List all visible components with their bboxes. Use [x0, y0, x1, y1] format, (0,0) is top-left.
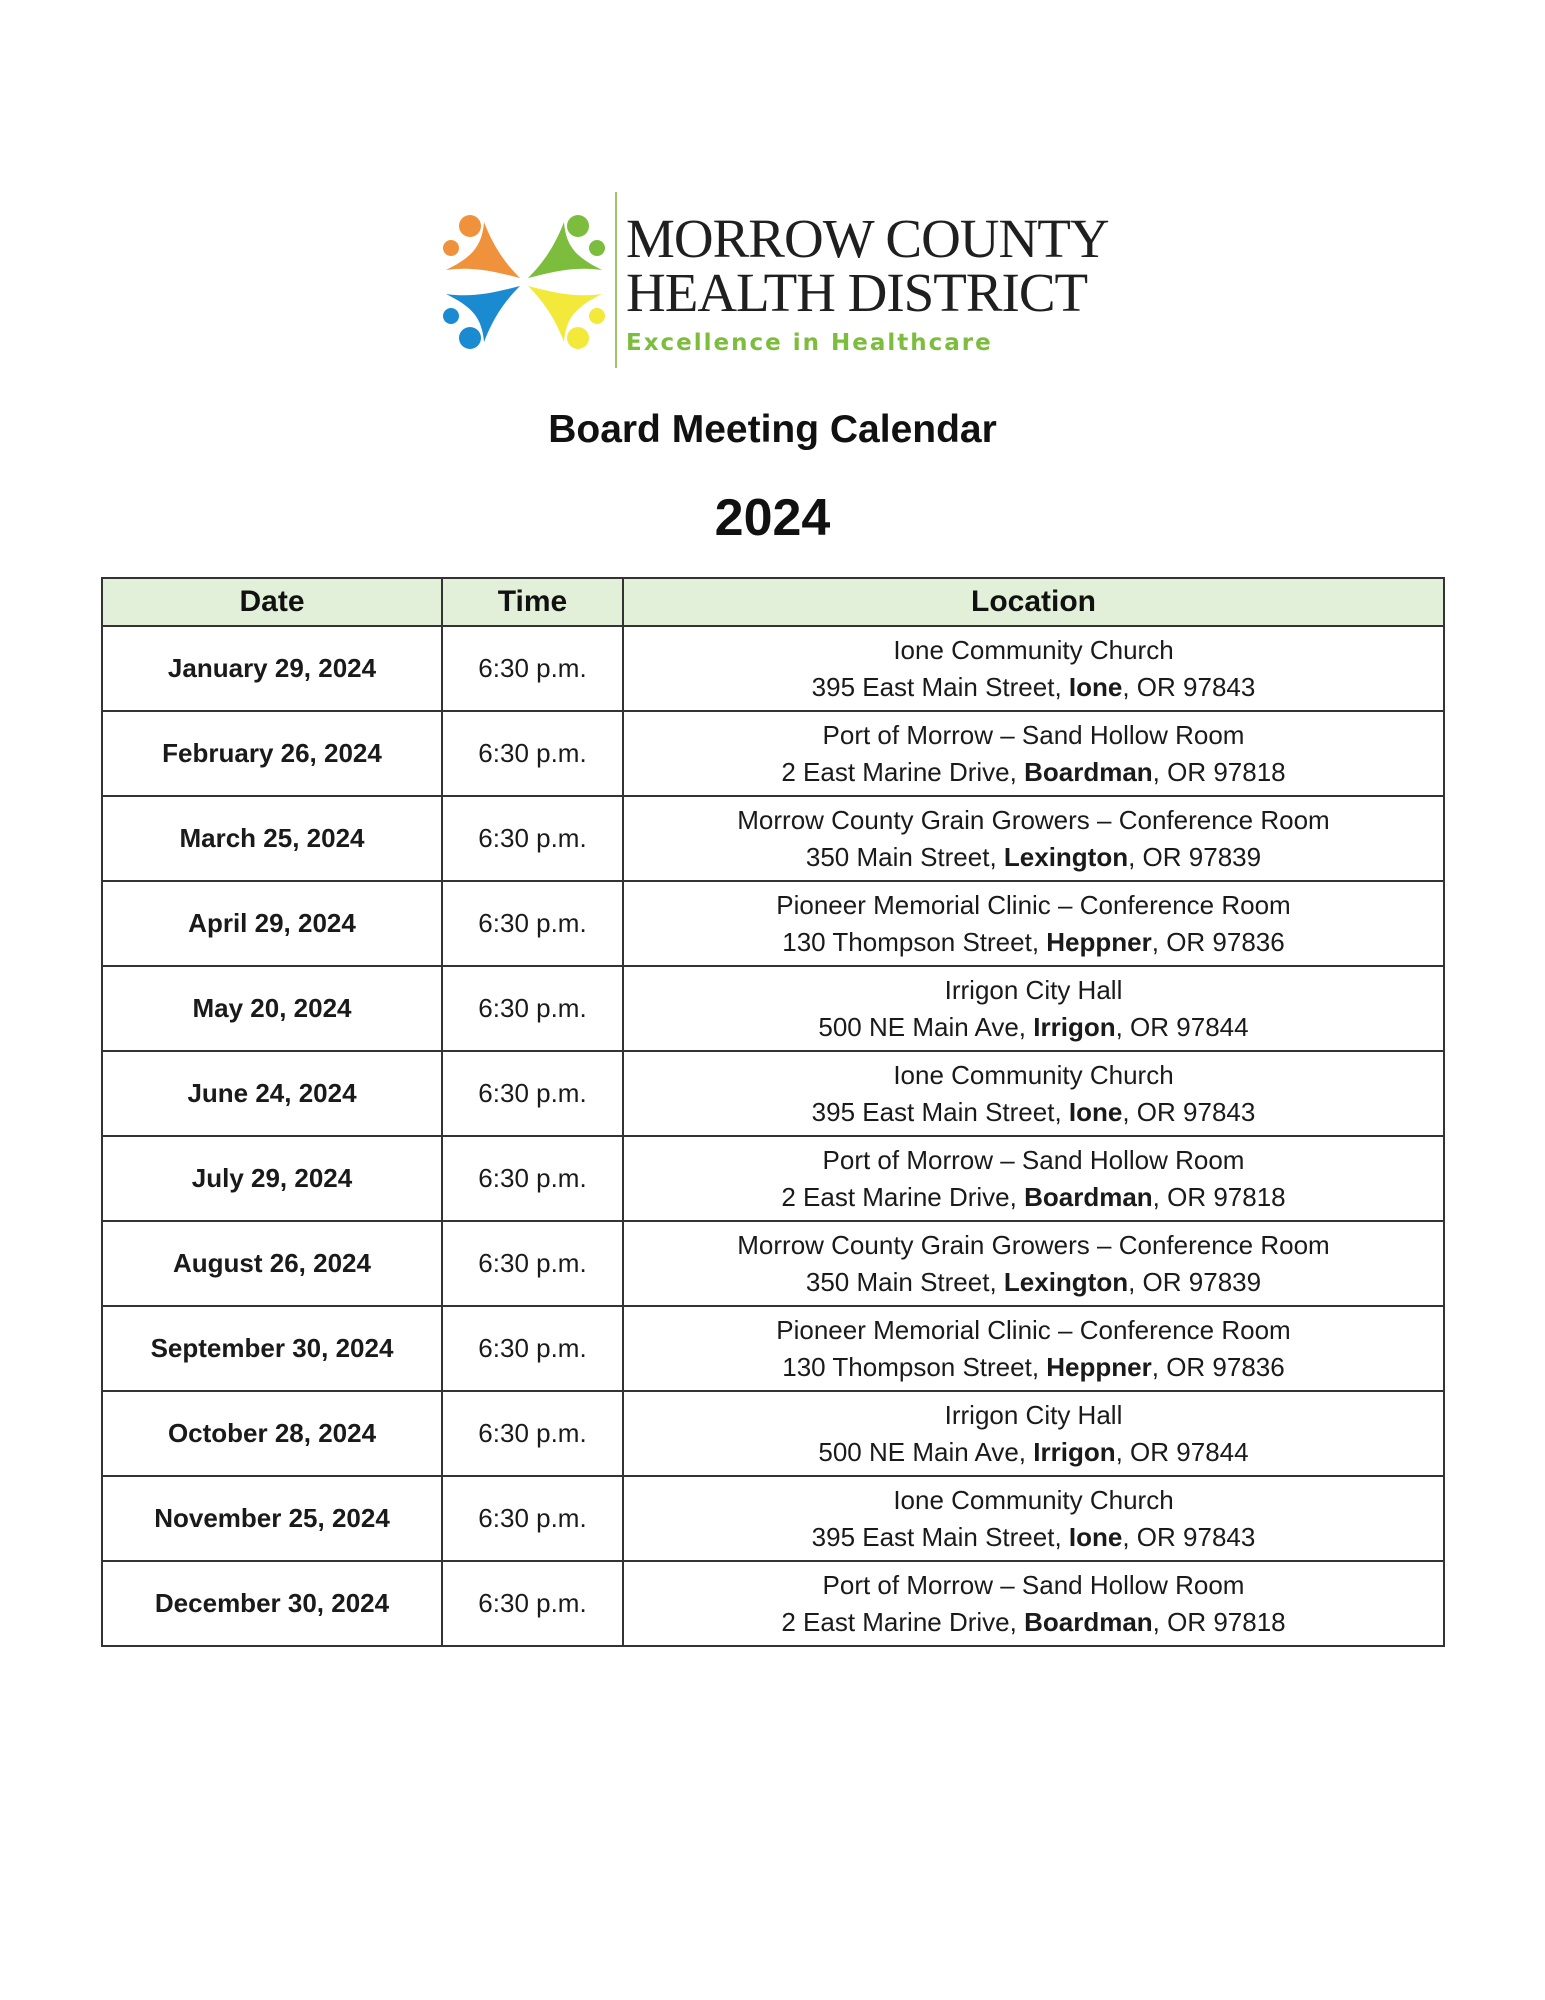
address-city: Lexington — [1003, 1266, 1129, 1297]
meeting-time: 6:30 p.m. — [442, 626, 623, 711]
meeting-date: July 29, 2024 — [102, 1136, 442, 1221]
logo-tagline: Excellence in Healthcare — [626, 330, 993, 356]
table-header-row — [102, 578, 1444, 626]
meeting-time: 6:30 p.m. — [442, 966, 623, 1051]
column-header-location: Location — [623, 578, 1444, 626]
meeting-time: 6:30 p.m. — [442, 1306, 623, 1391]
meeting-location — [623, 1221, 1444, 1306]
location-address — [624, 1519, 1443, 1556]
meeting-location — [623, 1391, 1444, 1476]
meeting-time: 6:30 p.m. — [442, 1136, 623, 1221]
meeting-date: December 30, 2024 — [102, 1561, 442, 1646]
address-street: 2 East Marine Drive, — [781, 1181, 1025, 1212]
table-row — [102, 1561, 1444, 1646]
table-row — [102, 711, 1444, 796]
meeting-time: 6:30 p.m. — [442, 881, 623, 966]
address-street: 350 Main Street, — [805, 1266, 1004, 1297]
address-state-zip: , OR 97839 — [1128, 841, 1262, 872]
page-year: 2024 — [714, 489, 831, 547]
meeting-location — [623, 1136, 1444, 1221]
address-state-zip: , OR 97843 — [1122, 1096, 1256, 1127]
address-state-zip: , OR 97843 — [1122, 1521, 1256, 1552]
meeting-schedule-table — [101, 577, 1445, 1647]
meeting-location — [623, 1051, 1444, 1136]
location-address — [624, 1094, 1443, 1131]
logo-divider — [615, 192, 617, 368]
table-row — [102, 1136, 1444, 1221]
address-state-zip: , OR 97839 — [1128, 1266, 1262, 1297]
meeting-location — [623, 711, 1444, 796]
address-city: Boardman — [1024, 756, 1153, 787]
address-city: Ione — [1068, 671, 1123, 702]
location-address — [624, 754, 1443, 791]
location-venue: Morrow County Grain Growers – Conference Room — [737, 1229, 1330, 1260]
location-address — [624, 1349, 1443, 1386]
meeting-location — [623, 1561, 1444, 1646]
location-address — [624, 924, 1443, 961]
address-street: 395 East Main Street, — [811, 1096, 1069, 1127]
meeting-time: 6:30 p.m. — [442, 1561, 623, 1646]
meeting-date: January 29, 2024 — [102, 626, 442, 711]
table-row — [102, 1051, 1444, 1136]
table-row — [102, 626, 1444, 711]
four-people-emblem-icon — [440, 198, 608, 366]
location-venue: Port of Morrow – Sand Hollow Room — [822, 719, 1245, 750]
table-row — [102, 1476, 1444, 1561]
address-state-zip: , OR 97836 — [1151, 1351, 1285, 1382]
meeting-date: November 25, 2024 — [102, 1476, 442, 1561]
location-address — [624, 1009, 1443, 1046]
column-header-time: Time — [442, 578, 623, 626]
location-address — [624, 1604, 1443, 1641]
meeting-date: October 28, 2024 — [102, 1391, 442, 1476]
address-city: Boardman — [1024, 1606, 1153, 1637]
location-venue: Port of Morrow – Sand Hollow Room — [822, 1144, 1245, 1175]
meeting-date: April 29, 2024 — [102, 881, 442, 966]
meeting-date: February 26, 2024 — [102, 711, 442, 796]
logo-line-2: HEALTH DISTRICT — [626, 262, 1088, 323]
location-venue: Ione Community Church — [893, 634, 1174, 665]
meeting-location — [623, 626, 1444, 711]
meeting-location — [623, 1476, 1444, 1561]
location-address — [624, 669, 1443, 706]
address-street: 130 Thompson Street, — [782, 1351, 1047, 1382]
meeting-time: 6:30 p.m. — [442, 1051, 623, 1136]
address-street: 500 NE Main Ave, — [818, 1011, 1034, 1042]
meeting-location — [623, 966, 1444, 1051]
column-header-date: Date — [102, 578, 442, 626]
address-city: Heppner — [1046, 926, 1152, 957]
location-venue: Irrigon City Hall — [944, 974, 1123, 1005]
location-address — [624, 1264, 1443, 1301]
location-venue: Ione Community Church — [893, 1059, 1174, 1090]
address-street: 500 NE Main Ave, — [818, 1436, 1034, 1467]
meeting-location — [623, 1306, 1444, 1391]
organization-logo — [440, 192, 1120, 370]
address-state-zip: , OR 97844 — [1115, 1011, 1249, 1042]
meeting-time: 6:30 p.m. — [442, 711, 623, 796]
meeting-date: June 24, 2024 — [102, 1051, 442, 1136]
location-address — [624, 839, 1443, 876]
address-city: Ione — [1068, 1521, 1123, 1552]
meeting-time: 6:30 p.m. — [442, 796, 623, 881]
address-city: Lexington — [1003, 841, 1129, 872]
address-state-zip: , OR 97818 — [1152, 756, 1286, 787]
address-city: Boardman — [1024, 1181, 1153, 1212]
page-title: Board Meeting Calendar — [548, 408, 997, 451]
location-venue: Ione Community Church — [893, 1484, 1174, 1515]
address-street: 130 Thompson Street, — [782, 926, 1047, 957]
address-street: 395 East Main Street, — [811, 1521, 1069, 1552]
meeting-location — [623, 796, 1444, 881]
table-row — [102, 1391, 1444, 1476]
table-row — [102, 966, 1444, 1051]
table-row — [102, 1221, 1444, 1306]
address-city: Irrigon — [1033, 1436, 1116, 1467]
meeting-date: August 26, 2024 — [102, 1221, 442, 1306]
logo-line-1: MORROW COUNTY — [626, 208, 1109, 269]
address-state-zip: , OR 97818 — [1152, 1181, 1286, 1212]
address-state-zip: , OR 97836 — [1151, 926, 1285, 957]
meeting-location — [623, 881, 1444, 966]
address-state-zip: , OR 97818 — [1152, 1606, 1286, 1637]
location-venue: Port of Morrow – Sand Hollow Room — [822, 1569, 1245, 1600]
address-city: Ione — [1068, 1096, 1123, 1127]
meeting-time: 6:30 p.m. — [442, 1221, 623, 1306]
location-venue: Morrow County Grain Growers – Conference Room — [737, 804, 1330, 835]
meeting-time: 6:30 p.m. — [442, 1476, 623, 1561]
location-venue: Pioneer Memorial Clinic – Conference Room — [776, 1314, 1291, 1345]
location-venue: Pioneer Memorial Clinic – Conference Room — [776, 889, 1291, 920]
address-street: 350 Main Street, — [805, 841, 1004, 872]
address-street: 2 East Marine Drive, — [781, 1606, 1025, 1637]
meeting-date: May 20, 2024 — [102, 966, 442, 1051]
logo-wordmark — [626, 208, 1109, 356]
meeting-time: 6:30 p.m. — [442, 1391, 623, 1476]
address-street: 395 East Main Street, — [811, 671, 1069, 702]
address-city: Irrigon — [1033, 1011, 1116, 1042]
table-row — [102, 1306, 1444, 1391]
address-state-zip: , OR 97844 — [1115, 1436, 1249, 1467]
table-row — [102, 881, 1444, 966]
meeting-date: September 30, 2024 — [102, 1306, 442, 1391]
meeting-date: March 25, 2024 — [102, 796, 442, 881]
location-address — [624, 1434, 1443, 1471]
address-city: Heppner — [1046, 1351, 1152, 1382]
table-row — [102, 796, 1444, 881]
location-address — [624, 1179, 1443, 1216]
location-venue: Irrigon City Hall — [944, 1399, 1123, 1430]
address-state-zip: , OR 97843 — [1122, 671, 1256, 702]
address-street: 2 East Marine Drive, — [781, 756, 1025, 787]
